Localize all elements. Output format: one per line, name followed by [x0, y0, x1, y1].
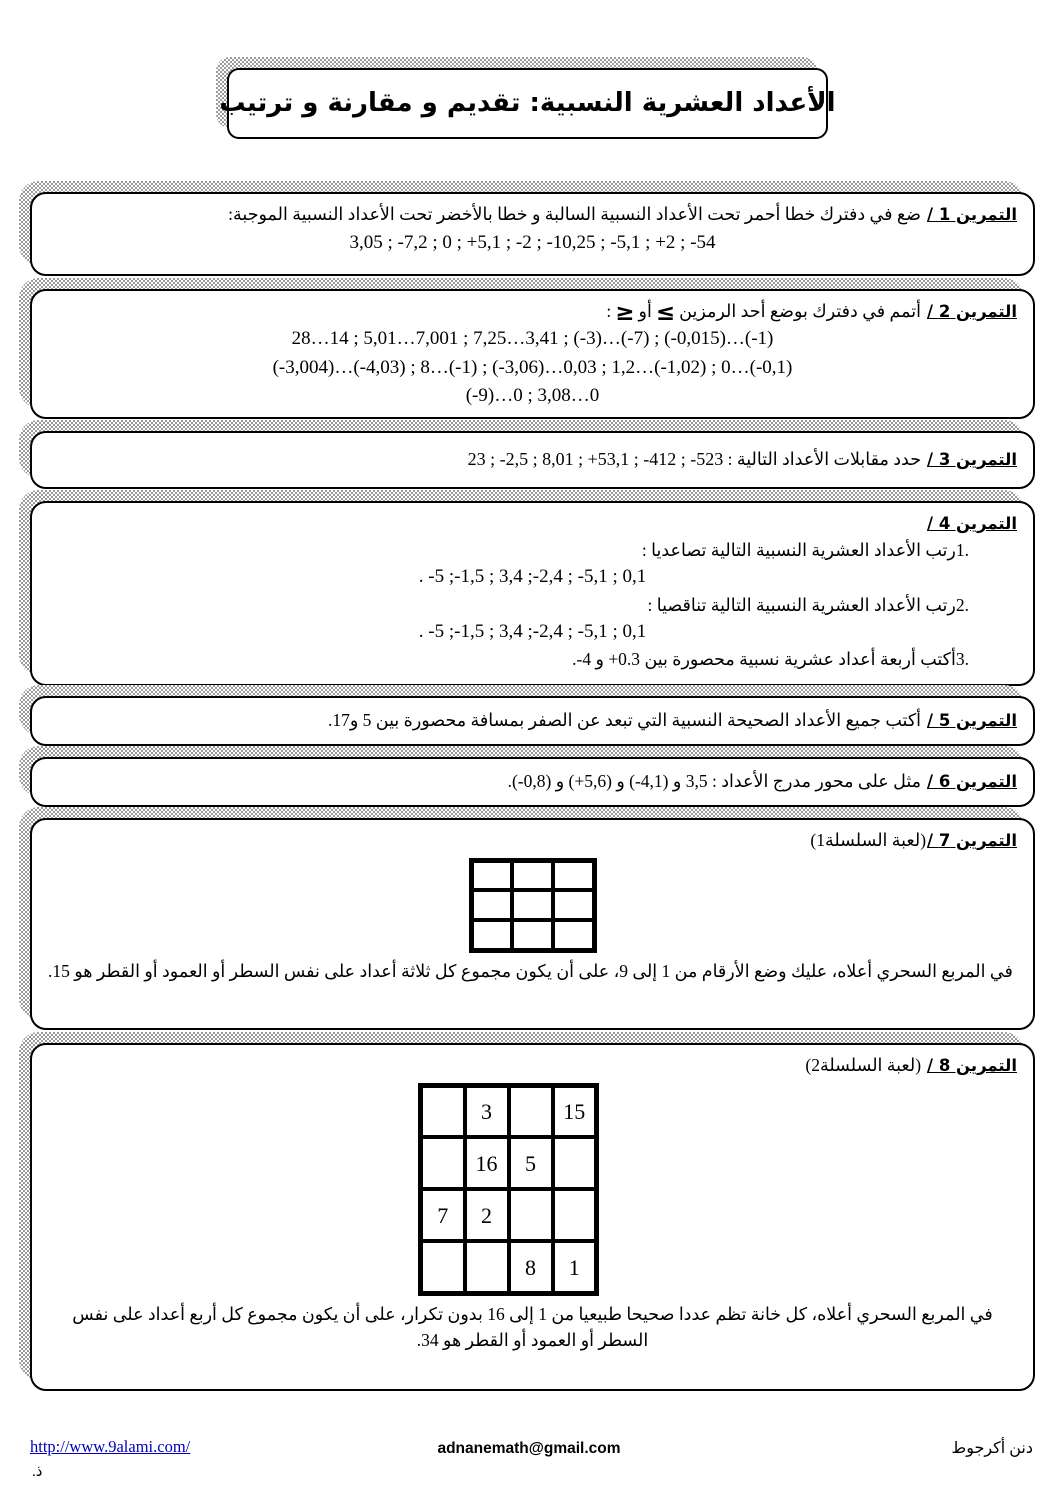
footer-note: ذ. [32, 1464, 43, 1480]
magic3-cell-r2c2 [471, 920, 512, 950]
exercise-1-text: ضع في دفترك خطا أحمر تحت الأعداد النسبية السالبة و خطا بالأخضر تحت الأعداد النسبية الموجبة: [228, 204, 922, 224]
magic4-cell-r0c2: 3 [465, 1085, 509, 1137]
item-2-marker: 2. [955, 594, 969, 615]
less-equal-symbol: ≤ [655, 300, 676, 326]
exercise-8-text: في المربع السحري أعلاه، كل خانة تظم عددا صحيحا طبيعيا من 1 إلى 16 بدون تكرار، على أن يكون مجموع كل أربع أعداد على نفس السطر أو العمود أو القطر هو 34. [72, 1303, 993, 1350]
magic4-cell-r2c1 [509, 1189, 553, 1241]
exercise-5-text: أكتب جميع الأعداد الصحيحة النسبية التي تبعد عن الصفر بمسافة محصورة بين 5 و17. [327, 710, 922, 730]
item-1-marker: 1. [955, 539, 969, 560]
item-3-marker: 3. [955, 649, 969, 670]
greater-equal-symbol: ≥ [615, 300, 635, 326]
item-1-text: رتب الأعداد العشرية النسبية التالية تصاعديا : [641, 539, 956, 560]
exercise-8-subtitle: (لعبة السلسلة2) [805, 1055, 922, 1075]
exercise-8-header [48, 1052, 1017, 1079]
exercise-7 [30, 818, 1035, 1030]
exercise-3 [30, 431, 1035, 489]
exercise-7-subtitle: (لعبة السلسلة1) [810, 830, 927, 850]
magic4-cell-r2c2: 2 [465, 1189, 509, 1241]
exercise-3-header [48, 446, 1017, 473]
exercise-4-item-3 [48, 646, 1017, 672]
exercise-1-header [48, 201, 1017, 228]
exercise-2-colon: : [606, 301, 612, 321]
magic4-cell-r2c3: 7 [421, 1189, 465, 1241]
magic4-cell-r0c0: 15 [553, 1085, 597, 1137]
footer-author-name: دنن أكرجوط [951, 1440, 1033, 1457]
exercise-2-text: أتمم في دفترك بوضع أحد الرمزين [679, 301, 922, 321]
exercise-5-label: التمرين 5 / [927, 711, 1017, 730]
magic4-cell-r1c0 [553, 1137, 597, 1189]
magic4-cell-r1c1: 5 [509, 1137, 553, 1189]
magic-square-3x3 [469, 858, 597, 953]
magic3-cell-r2c0 [553, 920, 594, 950]
exercise-5 [30, 696, 1035, 746]
exercise-6 [30, 757, 1035, 807]
title-box-wrap [219, 68, 836, 139]
footer-email: adnanemath@gmail.com [437, 1440, 621, 1457]
exercise-2-conj: أو [638, 301, 652, 321]
magic4-cell-r1c3 [421, 1137, 465, 1189]
exercise-4-label: التمرين 4 / [927, 514, 1017, 533]
magic4-cell-r0c1 [509, 1085, 553, 1137]
exercise-2-label: التمرين 2 / [927, 302, 1017, 321]
exercise-2-line2: (-3,004)…(-4,03) ; 8…(-1) ; (-3,06)…0,03 ; 1,2…(-1,02) ; 0…(-0,1) [272, 356, 793, 378]
exercise-2-line3: (-9)…0 ; 3,08…0 [465, 385, 600, 406]
exercise-2 [30, 289, 1035, 419]
exercise-8-label: التمرين 8 / [927, 1056, 1017, 1075]
exercise-3-text: حدد مقابلات الأعداد التالية : [727, 449, 922, 469]
exercise-4-numbers-1: . -5 ;-1,5 ; 3,4 ;-2,4 ; -5,1 ; 0,1 [418, 566, 647, 587]
exercise-7-label: التمرين 7 / [927, 831, 1017, 850]
exercise-7-header [48, 827, 1017, 854]
magic4-cell-r2c0 [553, 1189, 597, 1241]
exercise-4-header [48, 510, 1017, 537]
magic3-cell-r2c1 [512, 920, 553, 950]
magic3-cell-r1c2 [471, 890, 512, 920]
footer-website-link[interactable]: http://www.9alami.com/ [30, 1437, 191, 1456]
exercise-4-item-2 [48, 592, 1017, 618]
exercise-6-label: التمرين 6 / [927, 772, 1017, 791]
item-3-text: أكتب أربعة أعداد عشرية نسبية محصورة بين ⁦+0.3⁩ و ⁦-4⁩. [572, 649, 956, 670]
magic3-cell-r0c0 [553, 860, 594, 890]
magic4-cell-r3c3 [421, 1241, 465, 1293]
page-title: الأعداد العشرية النسبية: تقديم و مقارنة و ترتيب [219, 88, 836, 119]
title-box [219, 68, 836, 139]
exercise-4-numbers-2: . -5 ;-1,5 ; 3,4 ;-2,4 ; -5,1 ; 0,1 [418, 620, 647, 642]
exercise-4 [30, 501, 1035, 686]
magic3-cell-r1c0 [553, 890, 594, 920]
exercise-4-item-1 [48, 537, 1017, 563]
magic3-cell-r0c1 [512, 860, 553, 890]
magic-square-4x4 [418, 1083, 599, 1296]
exercise-1-numbers: 3,05 ; -7,2 ; 0 ; +5,1 ; -2 ; -10,25 ; -5,1 ; +2 ; -54 [349, 231, 716, 253]
exercise-6-text: مثل على محور مدرج الأعداد : 3,5 و ⁦(-4,1)⁩ و ⁦(+5,6)⁩ و ⁦(-0,8)⁩. [507, 771, 922, 791]
item-2-text: رتب الأعداد العشرية النسبية التالية تناقصيا : [647, 594, 956, 615]
exercise-2-header [48, 298, 1017, 325]
magic4-cell-r1c2: 16 [465, 1137, 509, 1189]
magic3-cell-r0c2 [471, 860, 512, 890]
magic3-cell-r1c1 [512, 890, 553, 920]
exercise-3-numbers: 23 ; -2,5 ; 8,01 ; +53,1 ; -412 ; -523 [467, 449, 724, 469]
exercise-2-line1: 28…14 ; 5,01…7,001 ; 7,25…3,41 ; (-3)…(-7) ; (-0,015)…(-1) [291, 328, 774, 349]
exercise-8 [30, 1043, 1035, 1391]
magic4-cell-r3c2 [465, 1241, 509, 1293]
exercise-6-header [48, 768, 1017, 795]
exercise-1-label: التمرين 1 / [927, 205, 1017, 224]
magic4-cell-r0c3 [421, 1085, 465, 1137]
magic4-cell-r3c0: 1 [553, 1241, 597, 1293]
magic4-cell-r3c1: 8 [509, 1241, 553, 1293]
exercise-1 [30, 192, 1035, 276]
exercise-5-header [48, 707, 1017, 734]
exercise-7-text: في المربع السحري أعلاه، عليك وضع الأرقام من 1 إلى 9، على أن يكون مجموع كل ثلاثة أعداد على نفس السطر أو العمود أو القطر هو 15. [48, 960, 1013, 981]
exercise-3-label: التمرين 3 / [927, 450, 1017, 469]
